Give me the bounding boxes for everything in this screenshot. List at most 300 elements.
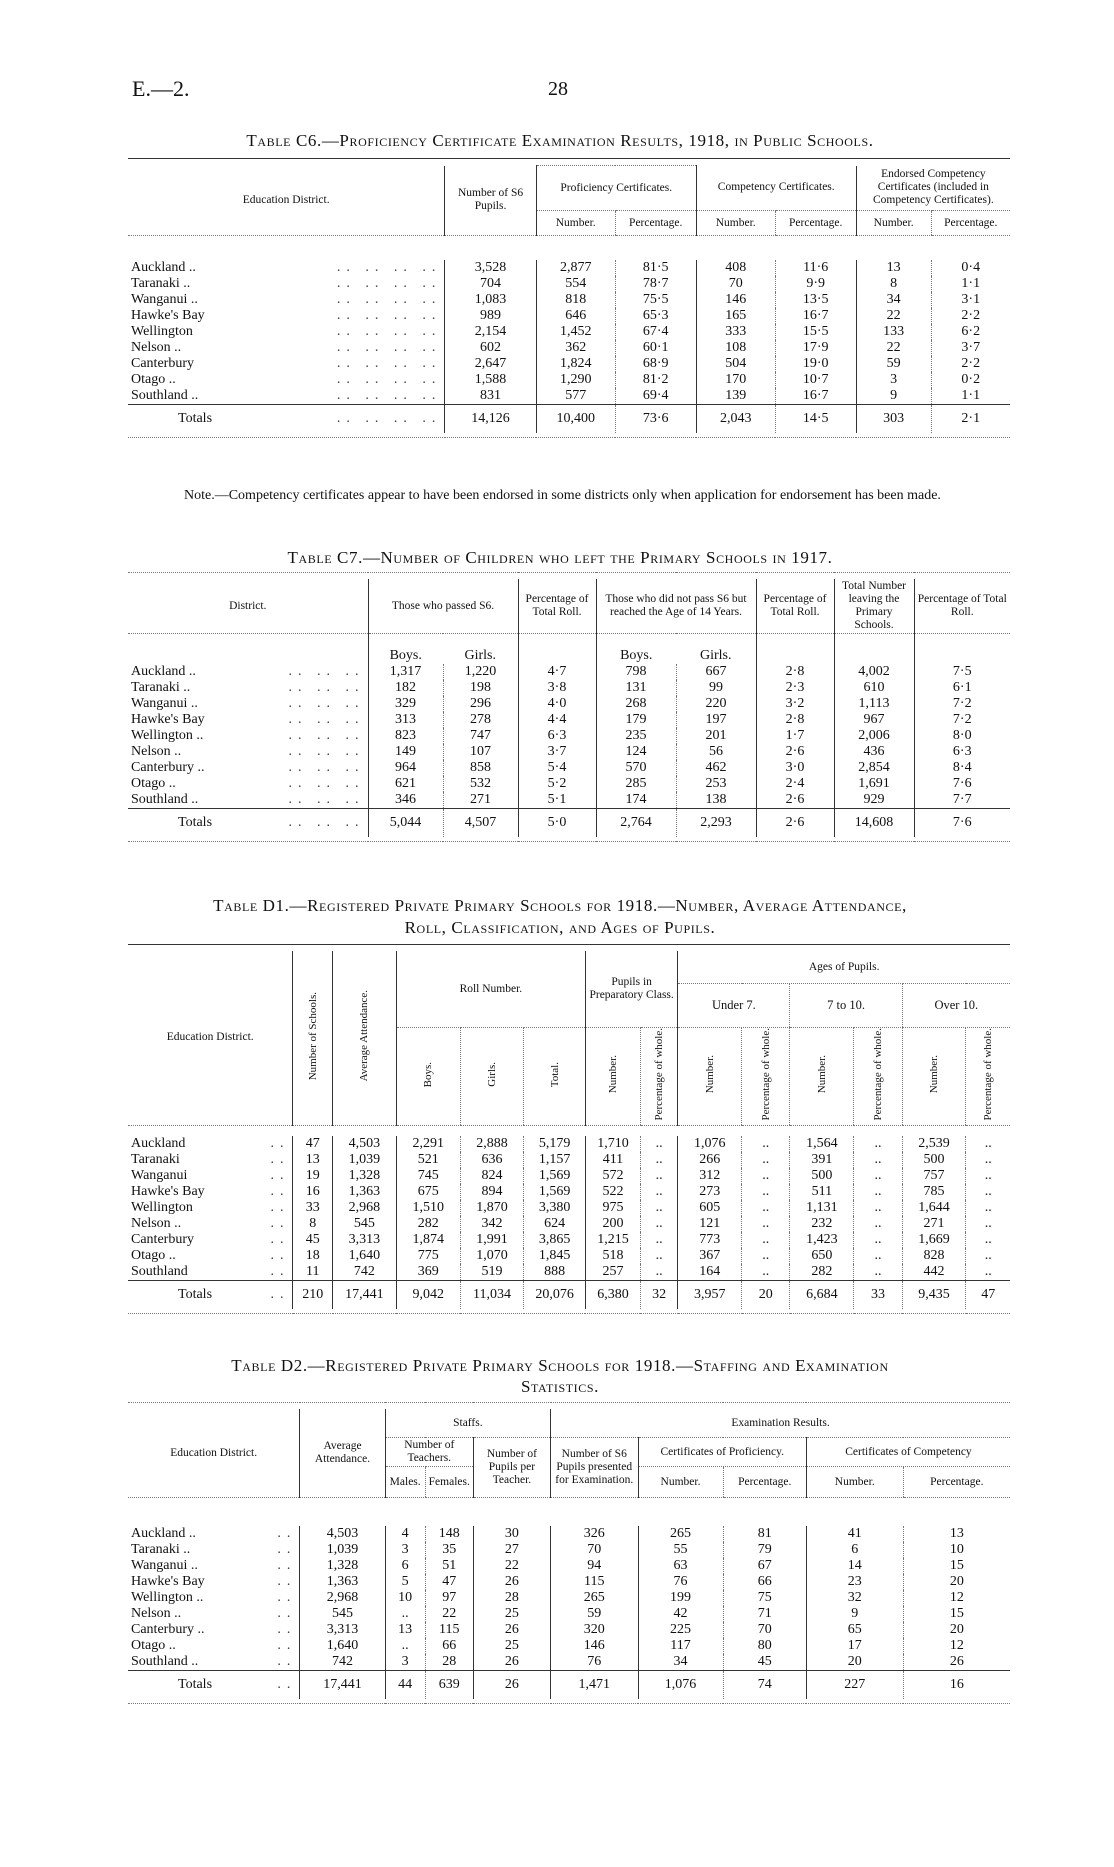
district-name [128, 1152, 293, 1168]
proficiency-number: 646 [536, 308, 615, 324]
over10-percentage: .. [966, 1248, 1010, 1264]
table-row [128, 712, 1010, 728]
under7-number: 3,957 [678, 1280, 742, 1309]
proficiency-number: 34 [638, 1654, 723, 1671]
passed-percentage: 4·0 [518, 696, 596, 712]
average-attendance: 545 [300, 1606, 385, 1622]
average-attendance: 1,039 [333, 1152, 397, 1168]
competency-percentage: 10 [903, 1542, 1010, 1558]
totals-label-text: Totals [178, 815, 213, 830]
district-name [128, 1184, 293, 1200]
c6-note: Note.—Competency certificates appear to have been endorsed in some districts only when application for endorsement has been made. [184, 488, 941, 503]
pupils-s6: 1,083 [445, 292, 536, 308]
table-row [128, 760, 1010, 776]
district-name [128, 1264, 293, 1281]
notpassed-percentage: 2·8 [756, 664, 834, 680]
district-name-text: Canterbury [131, 356, 194, 371]
table-row [128, 1622, 1010, 1638]
passed-boys: 964 [368, 760, 443, 776]
table-row [128, 776, 1010, 792]
competency-percentage: 12 [903, 1638, 1010, 1654]
roll-girls: 2,888 [460, 1136, 524, 1152]
passed-girls: 271 [443, 792, 518, 809]
d1-header-over10: Over 10. [902, 984, 1010, 1028]
notpassed-girls: 138 [676, 792, 756, 809]
roll-girls: 1,070 [460, 1248, 524, 1264]
total-leaving: 1,691 [834, 776, 914, 792]
average-attendance: 545 [333, 1216, 397, 1232]
roll-girls: 824 [460, 1168, 524, 1184]
district-name-text: Canterbury .. [131, 760, 205, 775]
competency-number: 9 [806, 1606, 903, 1622]
competency-percentage: 10·7 [775, 372, 856, 388]
district-name-text: Canterbury [131, 1231, 194, 1247]
7to10-number: 282 [790, 1264, 854, 1281]
teachers-males: .. [385, 1606, 425, 1622]
leader-dots: .. .. .. .. [336, 260, 442, 275]
under7-percentage: .. [742, 1152, 790, 1168]
pupils-s6: 831 [445, 388, 536, 405]
proficiency-number: 362 [536, 340, 615, 356]
passed-girls: 532 [443, 776, 518, 792]
proficiency-number: 42 [638, 1606, 723, 1622]
notpassed-percentage: 2·3 [756, 680, 834, 696]
prep-percentage: .. [640, 1264, 677, 1281]
prep-number: 6,380 [585, 1280, 640, 1309]
district-name [128, 1136, 293, 1152]
d2-header-attendance: Average Attendance. [300, 1409, 385, 1498]
c6-header-prof-number: Number. [536, 211, 615, 236]
7to10-number: 1,564 [790, 1136, 854, 1152]
total-percentage: 8·4 [914, 760, 1010, 776]
passed-percentage: 5·1 [518, 792, 596, 809]
notpassed-boys: 179 [596, 712, 676, 728]
total-leaving: 436 [834, 744, 914, 760]
total-leaving: 4,002 [834, 664, 914, 680]
total-leaving: 14,608 [834, 809, 914, 838]
d1-header-boys: Boys. [422, 1061, 435, 1087]
table-row [128, 1152, 1010, 1168]
proficiency-percentage: 65·3 [615, 308, 696, 324]
district-name [128, 1168, 293, 1184]
table-d2-title-line2: Statistics. [520, 1377, 599, 1396]
proficiency-percentage: 81 [723, 1526, 806, 1542]
teachers-males: 13 [385, 1622, 425, 1638]
district-name [128, 1526, 300, 1542]
leader-dots: .. [270, 1135, 290, 1151]
pupils-presented: 115 [551, 1574, 639, 1590]
passed-percentage: 4·4 [518, 712, 596, 728]
d1-header-u7-number: Number. [703, 1055, 716, 1094]
prep-number: 518 [585, 1248, 640, 1264]
7to10-number: 232 [790, 1216, 854, 1232]
average-attendance: 1,039 [300, 1542, 385, 1558]
average-attendance: 4,503 [333, 1136, 397, 1152]
competency-percentage: 14·5 [775, 405, 856, 434]
proficiency-percentage: 60·1 [615, 340, 696, 356]
under7-percentage: .. [742, 1216, 790, 1232]
passed-percentage: 5·4 [518, 760, 596, 776]
d2-header-staffs: Staffs. [385, 1409, 550, 1438]
c7-header-passed-boys: Boys. [368, 634, 443, 665]
number-of-schools: 18 [293, 1248, 333, 1264]
table-d1-title [100, 895, 1020, 939]
over10-number: 828 [902, 1248, 966, 1264]
pupils-presented: 70 [551, 1542, 639, 1558]
under7-number: 273 [678, 1184, 742, 1200]
table-row [128, 1200, 1010, 1216]
d2-header-comp-percentage: Percentage. [903, 1467, 1010, 1498]
average-attendance: 4,503 [300, 1526, 385, 1542]
district-name-text: Auckland [131, 1135, 186, 1151]
over10-number: 1,644 [902, 1200, 966, 1216]
roll-boys: 9,042 [396, 1280, 460, 1309]
competency-number: 32 [806, 1590, 903, 1606]
endorsed-number: 22 [856, 308, 931, 324]
prep-percentage: .. [640, 1184, 677, 1200]
endorsed-percentage: 3·1 [931, 292, 1010, 308]
prep-number: 1,215 [585, 1232, 640, 1248]
competency-number: 23 [806, 1574, 903, 1590]
passed-girls: 1,220 [443, 664, 518, 680]
7to10-number: 391 [790, 1152, 854, 1168]
leader-dots: .. [270, 1247, 290, 1263]
proficiency-percentage: 67·4 [615, 324, 696, 340]
district-name-text: Taranaki .. [131, 680, 191, 695]
prep-number: 1,710 [585, 1136, 640, 1152]
table-row [128, 792, 1010, 809]
over10-percentage: .. [966, 1264, 1010, 1281]
d1-header-u7-number-cell [678, 1028, 742, 1126]
under7-percentage: .. [742, 1232, 790, 1248]
leader-dots: .. .. .. .. [336, 324, 442, 339]
leader-dots: .. .. .. [288, 744, 365, 759]
under7-number: 164 [678, 1264, 742, 1281]
teachers-females: 22 [425, 1606, 473, 1622]
over10-number: 2,539 [902, 1136, 966, 1152]
c6-header-pupils: Number of S6 Pupils. [445, 166, 536, 236]
roll-boys: 1,510 [396, 1200, 460, 1216]
endorsed-number: 34 [856, 292, 931, 308]
teachers-males: 5 [385, 1574, 425, 1590]
d1-header-o-pct: Percentage of whole. [982, 1028, 995, 1121]
proficiency-percentage: 70 [723, 1622, 806, 1638]
d1-header-m-number: Number. [815, 1055, 828, 1094]
proficiency-percentage: 45 [723, 1654, 806, 1671]
leader-dots: .. [270, 1286, 290, 1302]
total-leaving: 610 [834, 680, 914, 696]
roll-total: 1,157 [524, 1152, 586, 1168]
proficiency-number: 554 [536, 276, 615, 292]
under7-percentage: .. [742, 1264, 790, 1281]
competency-percentage: 20 [903, 1622, 1010, 1638]
totals-label [128, 1671, 300, 1700]
teachers-males: 6 [385, 1558, 425, 1574]
leader-dots: .. .. .. [288, 664, 365, 679]
proficiency-number: 1,290 [536, 372, 615, 388]
district-name-text: Hawke's Bay [131, 712, 205, 727]
proficiency-percentage: 75·5 [615, 292, 696, 308]
table-d1-title-line1: Table D1.—Registered Private Primary Schools for 1918.—Number, Average Attendance, [213, 896, 907, 915]
under7-percentage: .. [742, 1200, 790, 1216]
leader-dots: .. .. .. [288, 680, 365, 695]
total-leaving: 2,006 [834, 728, 914, 744]
over10-number: 1,669 [902, 1232, 966, 1248]
d1-header-schools: Number of Schools. [306, 991, 319, 1080]
pupils-per-teacher: 25 [473, 1638, 550, 1654]
notpassed-girls: 56 [676, 744, 756, 760]
district-name [128, 1590, 300, 1606]
passed-boys: 823 [368, 728, 443, 744]
c7-header-passed-girls: Girls. [464, 648, 496, 663]
c7-header-pct1: Percentage of Total Roll. [518, 579, 596, 634]
table-row [128, 680, 1010, 696]
roll-boys: 775 [396, 1248, 460, 1264]
c7-header-notpassed: Those who did not pass S6 but reached the Age of 14 Years. [596, 579, 756, 634]
district-name-text: Taranaki [131, 1151, 180, 1167]
table-row [128, 1574, 1010, 1590]
d1-header-prep: Pupils in Preparatory Class. [585, 951, 677, 1028]
prep-percentage: .. [640, 1216, 677, 1232]
prep-percentage: .. [640, 1232, 677, 1248]
7to10-percentage: .. [854, 1168, 902, 1184]
total-percentage: 6·1 [914, 680, 1010, 696]
endorsed-percentage: 2·2 [931, 308, 1010, 324]
pupils-per-teacher: 26 [473, 1654, 550, 1671]
table-row [128, 1216, 1010, 1232]
7to10-percentage: .. [854, 1248, 902, 1264]
table-row [128, 276, 1010, 292]
notpassed-percentage: 3·0 [756, 760, 834, 776]
roll-total: 888 [524, 1264, 586, 1281]
notpassed-girls: 253 [676, 776, 756, 792]
over10-percentage: .. [966, 1136, 1010, 1152]
d1-header-o-pct-cell [966, 1028, 1010, 1126]
pupils-s6: 14,126 [445, 405, 536, 434]
leader-dots: .. [270, 1263, 290, 1279]
table-row [128, 1168, 1010, 1184]
average-attendance: 1,328 [300, 1558, 385, 1574]
leader-dots: .. [277, 1558, 297, 1573]
endorsed-number: 3 [856, 372, 931, 388]
roll-girls: 1,870 [460, 1200, 524, 1216]
total-leaving: 1,113 [834, 696, 914, 712]
over10-number: 500 [902, 1152, 966, 1168]
table-c7-title: Table C7.—Number of Children who left the Primary Schools in 1917. [287, 548, 833, 567]
table-row [128, 1590, 1010, 1606]
table-c7 [128, 572, 1010, 842]
7to10-percentage: .. [854, 1264, 902, 1281]
proficiency-number: 1,452 [536, 324, 615, 340]
total-percentage: 7·6 [914, 809, 1010, 838]
competency-percentage: 19·0 [775, 356, 856, 372]
district-name-text: Auckland .. [131, 260, 196, 275]
leader-dots: .. .. .. [288, 776, 365, 791]
notpassed-girls: 462 [676, 760, 756, 776]
d2-header-prof: Certificates of Proficiency. [638, 1438, 806, 1467]
district-name [128, 372, 445, 388]
leader-dots: .. .. .. .. [336, 411, 442, 426]
totals-label-text: Totals [178, 1677, 213, 1692]
district-name-text: Taranaki .. [131, 276, 191, 291]
notpassed-boys: 124 [596, 744, 676, 760]
proficiency-number: 1,076 [638, 1671, 723, 1700]
d1-header-u7-pct-cell [742, 1028, 790, 1126]
passed-percentage: 3·8 [518, 680, 596, 696]
competency-number: 65 [806, 1622, 903, 1638]
average-attendance: 2,968 [300, 1590, 385, 1606]
notpassed-girls: 2,293 [676, 809, 756, 838]
passed-girls: 858 [443, 760, 518, 776]
c6-header-end-percentage: Percentage. [931, 211, 1010, 236]
district-name-text: Hawke's Bay [131, 308, 205, 323]
pupils-s6: 2,154 [445, 324, 536, 340]
district-name [128, 388, 445, 405]
passed-boys: 5,044 [368, 809, 443, 838]
leader-dots: .. [277, 1526, 297, 1541]
prep-percentage: .. [640, 1248, 677, 1264]
leader-dots: .. .. .. [288, 760, 365, 775]
table-row [128, 1264, 1010, 1281]
d1-header-7to10: 7 to 10. [790, 984, 902, 1028]
c7-header-total: Total Number leaving the Primary Schools. [834, 579, 914, 634]
leader-dots: .. [277, 1590, 297, 1605]
notpassed-girls: 197 [676, 712, 756, 728]
7to10-percentage: .. [854, 1200, 902, 1216]
competency-number: 20 [806, 1654, 903, 1671]
teachers-females: 28 [425, 1654, 473, 1671]
over10-number: 271 [902, 1216, 966, 1232]
district-name [128, 792, 368, 809]
d1-header-u7-pct: Percentage of whole. [759, 1028, 772, 1121]
average-attendance: 3,313 [300, 1622, 385, 1638]
proficiency-number: 225 [638, 1622, 723, 1638]
totals-label-text: Totals [178, 411, 213, 426]
under7-number: 1,076 [678, 1136, 742, 1152]
number-of-schools: 13 [293, 1152, 333, 1168]
competency-number: 41 [806, 1526, 903, 1542]
district-name-text: Nelson .. [131, 744, 182, 759]
totals-row [128, 405, 1010, 434]
over10-percentage: .. [966, 1152, 1010, 1168]
over10-number: 442 [902, 1264, 966, 1281]
notpassed-percentage: 2·6 [756, 809, 834, 838]
pupils-s6: 1,588 [445, 372, 536, 388]
total-percentage: 7·7 [914, 792, 1010, 809]
totals-row [128, 1280, 1010, 1309]
pupils-presented: 326 [551, 1526, 639, 1542]
table-d2-title [100, 1355, 1020, 1397]
passed-percentage: 5·2 [518, 776, 596, 792]
over10-percentage: .. [966, 1216, 1010, 1232]
c6-header-prof-percentage: Percentage. [615, 211, 696, 236]
passed-boys: 1,317 [368, 664, 443, 680]
pupils-s6: 602 [445, 340, 536, 356]
table-row [128, 308, 1010, 324]
total-percentage: 6·3 [914, 744, 1010, 760]
average-attendance: 2,968 [333, 1200, 397, 1216]
endorsed-percentage: 3·7 [931, 340, 1010, 356]
proficiency-percentage: 78·7 [615, 276, 696, 292]
notpassed-girls: 667 [676, 664, 756, 680]
district-name [128, 324, 445, 340]
district-name [128, 1638, 300, 1654]
notpassed-boys: 235 [596, 728, 676, 744]
table-row [128, 260, 1010, 276]
leader-dots: .. [277, 1622, 297, 1637]
d2-header-teachers: Number of Teachers. [385, 1438, 473, 1467]
district-name [128, 356, 445, 372]
c6-header-proficiency: Proficiency Certificates. [536, 166, 696, 211]
d1-header-under7: Under 7. [678, 984, 790, 1028]
roll-total: 1,569 [524, 1168, 586, 1184]
notpassed-boys: 268 [596, 696, 676, 712]
district-name [128, 776, 368, 792]
c7-header-district: District. [128, 579, 368, 634]
d1-header-boys-cell [396, 1028, 460, 1126]
proficiency-percentage: 68·9 [615, 356, 696, 372]
leader-dots: .. .. .. .. [336, 388, 442, 403]
average-attendance: 1,363 [300, 1574, 385, 1590]
total-percentage: 7·2 [914, 696, 1010, 712]
under7-number: 121 [678, 1216, 742, 1232]
pupils-s6: 3,528 [445, 260, 536, 276]
average-attendance: 1,640 [333, 1248, 397, 1264]
leader-dots: .. [270, 1215, 290, 1231]
pupils-presented: 265 [551, 1590, 639, 1606]
district-name-text: Wellington .. [131, 728, 204, 743]
table-c6-title: Table C6.—Proficiency Certificate Examination Results, 1918, in Public Schools. [246, 131, 874, 150]
prep-percentage: .. [640, 1152, 677, 1168]
competency-percentage: 26 [903, 1654, 1010, 1671]
pupils-presented: 320 [551, 1622, 639, 1638]
over10-percentage: 47 [966, 1280, 1010, 1309]
district-name-text: Southland .. [131, 1654, 199, 1669]
d1-header-total: Total. [548, 1061, 561, 1087]
average-attendance: 1,363 [333, 1184, 397, 1200]
c7-header-passed: Those who passed S6. [368, 579, 518, 634]
district-name [128, 760, 368, 776]
number-of-schools: 19 [293, 1168, 333, 1184]
roll-total: 1,845 [524, 1248, 586, 1264]
roll-total: 624 [524, 1216, 586, 1232]
leader-dots: .. [270, 1231, 290, 1247]
d1-header-prep-pct: Percentage of whole. [653, 1028, 666, 1121]
under7-number: 312 [678, 1168, 742, 1184]
competency-percentage: 16 [903, 1671, 1010, 1700]
competency-percentage: 12 [903, 1590, 1010, 1606]
district-name-text: Southland [131, 1263, 188, 1279]
prep-number: 257 [585, 1264, 640, 1281]
district-name-text: Auckland .. [131, 1526, 196, 1541]
page-reference: E.—2. [132, 76, 190, 101]
competency-percentage: 16·7 [775, 308, 856, 324]
pupils-per-teacher: 22 [473, 1558, 550, 1574]
7to10-percentage: .. [854, 1184, 902, 1200]
proficiency-number: 2,877 [536, 260, 615, 276]
number-of-schools: 11 [293, 1264, 333, 1281]
district-name-text: Otago .. [131, 776, 176, 791]
number-of-schools: 8 [293, 1216, 333, 1232]
leader-dots: .. [277, 1654, 297, 1669]
competency-number: 6 [806, 1542, 903, 1558]
competency-number: 333 [696, 324, 775, 340]
proficiency-percentage: 81·5 [615, 260, 696, 276]
d2-header-comp: Certificates of Competency [806, 1438, 1010, 1467]
roll-boys: 521 [396, 1152, 460, 1168]
district-name [128, 1574, 300, 1590]
passed-girls: 296 [443, 696, 518, 712]
